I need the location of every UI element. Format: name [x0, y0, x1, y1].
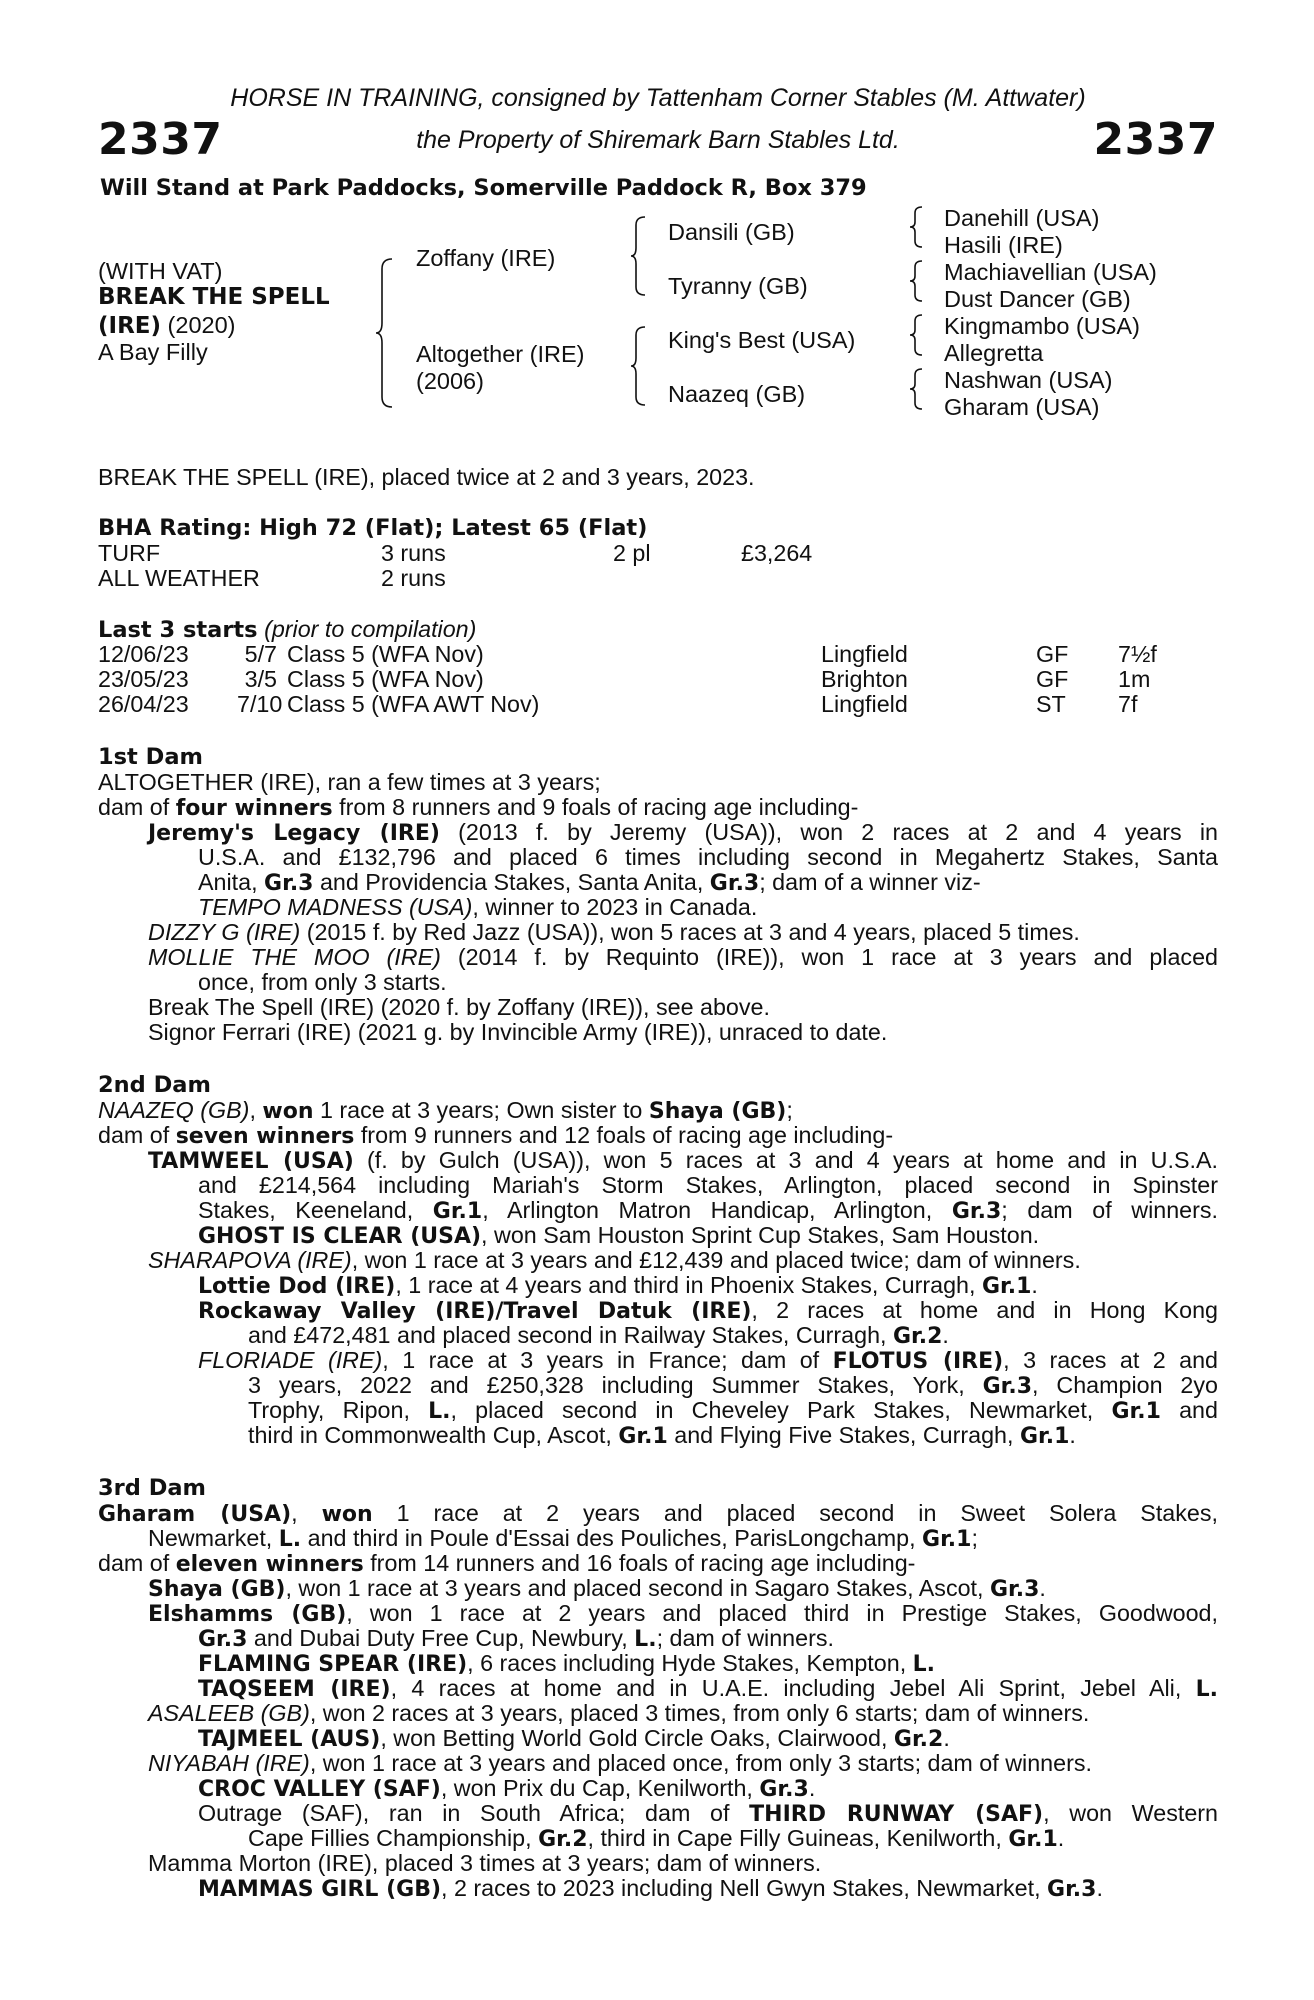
text-run: ,: [249, 1097, 263, 1123]
rating-placed: 2 pl: [613, 540, 651, 566]
rating-runs: 2 runs: [381, 565, 446, 591]
dam-year: (2006): [416, 368, 484, 394]
text-run: 1 race at 2 years and placed second in Sweet Solera Stakes,: [372, 1500, 1218, 1526]
horse-year: (2020): [167, 312, 236, 338]
text-run: (2014 f. by Requinto (IRE)), won 1 race at 3 years and placed: [440, 944, 1218, 970]
text-run: (2015 f. by Red Jazz (USA)), won 5 races at 3 and 4 years, placed 5 times.: [300, 919, 1080, 945]
text-run: , 6 races including Hyde Stakes, Kempton,: [467, 1650, 913, 1676]
start-going: GF: [1036, 641, 1069, 667]
produce-entry-line: [198, 1348, 1218, 1375]
text-run: .: [943, 1725, 950, 1751]
horse-name-bold: Jeremy's Legacy (IRE): [148, 821, 440, 846]
won-bold: won: [262, 1099, 314, 1124]
produce-entry-line: Signor Ferrari (IRE) (2021 g. by Invincible Army (IRE)), unraced to date.: [148, 1019, 888, 1045]
winners-count: eleven winners: [175, 1552, 364, 1577]
great-grandparent: Gharam (USA): [944, 394, 1100, 420]
horse-name-bold: Shaya (GB): [148, 1577, 286, 1602]
brace-gg4: [910, 367, 924, 411]
grade-label: Gr.1: [618, 1424, 668, 1449]
produce-entry-line: [198, 1776, 815, 1802]
last-starts-heading: [98, 617, 476, 643]
text-run: (2013 f. by Jeremy (USA)), won 2 races at 2 and 4 years in: [439, 819, 1218, 845]
grade-label: Gr.3: [264, 871, 314, 896]
dam-sire: King's Best (USA): [668, 327, 856, 353]
bha-rating-title: BHA Rating: High 72 (Flat); Latest 65 (Flat): [98, 515, 648, 541]
grade-label: Gr.3: [198, 1627, 248, 1652]
text-run: dam of: [98, 794, 176, 820]
produce-entry-line: [148, 945, 1218, 971]
text-run: , won Western: [1043, 1800, 1218, 1826]
text-run: third in Commonwealth Cup, Ascot,: [248, 1422, 619, 1448]
produce-entry-line: [248, 1826, 1064, 1852]
vat-note: (WITH VAT): [98, 258, 223, 284]
start-distance: 7f: [1118, 691, 1138, 717]
horse-name-bold: GHOST IS CLEAR (USA): [198, 1224, 482, 1249]
start-date: 26/04/23: [98, 691, 189, 717]
horse-description: A Bay Filly: [98, 339, 208, 365]
text-run: .: [1057, 1825, 1065, 1851]
text-run: , 2 races to 2023 including Nell Gwyn Stakes, Newmarket,: [441, 1875, 1048, 1901]
produce-entry-line: [198, 1876, 1103, 1902]
dam-dam: Naazeq (GB): [668, 381, 806, 407]
rating-earnings: £3,264: [741, 540, 813, 566]
grade-label: Gr.3: [1047, 1877, 1097, 1902]
text-run: from 8 runners and 9 foals of racing age including-: [332, 794, 859, 820]
horse-name: BREAK THE SPELL: [98, 284, 330, 310]
grade-label: Gr.1: [1019, 1424, 1070, 1449]
last-starts-title: Last 3 starts: [98, 617, 258, 643]
horse-name-italic: MOLLIE THE MOO (IRE): [148, 944, 441, 970]
last-starts-note: (prior to compilation): [264, 616, 477, 642]
lot-number-right: 2337: [1093, 114, 1218, 165]
produce-entry-line: [248, 1323, 949, 1349]
text-run: , won 1 race at 3 years and placed once, from only 3 starts; dam of winners.: [309, 1750, 1092, 1776]
horse-name-bold: CROC VALLEY (SAF): [198, 1777, 441, 1802]
grade-label: Gr.1: [1008, 1827, 1058, 1852]
produce-entry-line: [248, 1373, 1218, 1400]
winners-count: seven winners: [175, 1124, 355, 1149]
produce-entry-line: [148, 1701, 1089, 1726]
rating-surface: TURF: [98, 540, 161, 566]
text-run: and Dubai Duty Free Cup, Newbury,: [247, 1625, 635, 1651]
produce-entry-line: [148, 1148, 1218, 1175]
third-dam-line: [148, 1526, 978, 1552]
start-distance: 1m: [1118, 666, 1151, 692]
produce-entry-line: [198, 1651, 935, 1677]
grade-label: Gr.1: [922, 1527, 972, 1552]
text-run: and Providencia Stakes, Santa Anita,: [313, 869, 710, 895]
horse-name-italic: FLORIADE (IRE): [198, 1347, 383, 1373]
grade-label: Gr.1: [432, 1199, 483, 1224]
great-grandparent: Kingmambo (USA): [944, 313, 1140, 339]
great-grandparent: Nashwan (USA): [944, 367, 1113, 393]
grade-label: Gr.2: [538, 1827, 588, 1852]
start-position: 7/10: [237, 691, 283, 717]
won-bold: won: [321, 1502, 373, 1527]
text-run: , won 1 race at 2 years and placed third in Prestige Stakes, Goodwood,: [346, 1600, 1218, 1626]
text-run: and £472,481 and placed second in Railway Stakes, Curragh,: [248, 1322, 893, 1348]
winners-count: four winners: [175, 796, 333, 821]
produce-entry-line: [248, 1398, 1218, 1425]
brace-sire: [631, 215, 647, 297]
text-run: and third in Poule d'Essai des Pouliches, ParisLongchamp,: [301, 1525, 923, 1551]
start-position: 3/5: [244, 666, 277, 692]
produce-entry-line: [148, 820, 1218, 847]
horse-name-bold: FLAMING SPEAR (IRE): [198, 1652, 468, 1677]
produce-entry-line: [148, 1576, 1046, 1602]
text-run: .: [1039, 1575, 1046, 1601]
third-dam-line: [98, 1501, 1218, 1528]
horse-name-italic: DIZZY G (IRE): [148, 919, 301, 945]
brace-gg3: [910, 313, 924, 357]
produce-entry-line: [198, 1801, 1218, 1828]
produce-entry-line: [198, 1198, 1218, 1225]
listed-label: L.: [428, 1399, 451, 1424]
dam: Altogether (IRE): [416, 341, 585, 367]
text-run: ; dam of winners.: [1001, 1197, 1219, 1223]
listed-label: L.: [912, 1652, 936, 1677]
text-run: , 1 race at 3 years in France; dam of: [382, 1347, 833, 1373]
start-going: ST: [1036, 691, 1066, 717]
start-race: Class 5 (WFA Nov): [287, 666, 484, 692]
grade-label: Gr.3: [989, 1577, 1040, 1602]
text-run: 3 years, 2022 and £250,328 including Summer Stakes, York,: [248, 1372, 983, 1398]
grade-label: Gr.3: [709, 871, 760, 896]
text-run: (f. by Gulch (USA)), won 5 races at 3 and 4 years at home and in U.S.A.: [353, 1147, 1218, 1173]
listed-label: L.: [1195, 1677, 1218, 1702]
sire-sire: Dansili (GB): [668, 219, 795, 245]
text-run: .: [1069, 1422, 1076, 1448]
produce-entry-line: [148, 1601, 1218, 1628]
produce-entry-line: [148, 1751, 1092, 1776]
horse-name-bold: Rockaway Valley (IRE)/Travel Datuk (IRE): [198, 1299, 752, 1324]
produce-entry-line: [198, 1223, 1039, 1249]
listed-label: L.: [278, 1527, 302, 1552]
grade-label: Gr.3: [951, 1199, 1002, 1224]
grade-label: Gr.3: [982, 1374, 1033, 1399]
text-run: , won Betting World Gold Circle Oaks, Clairwood,: [380, 1725, 894, 1751]
produce-entry-line: [198, 870, 981, 896]
start-distance: 7½f: [1118, 641, 1157, 667]
text-run: ; dam of a winner viz-: [759, 869, 981, 895]
great-grandparent: Dust Dancer (GB): [944, 286, 1131, 312]
text-run: ;: [786, 1097, 793, 1123]
text-run: Cape Fillies Championship,: [248, 1825, 539, 1851]
catalogue-page: [98, 0, 1218, 2000]
text-run: .: [808, 1775, 816, 1801]
great-grandparent: Hasili (IRE): [944, 232, 1063, 258]
text-run: .: [1096, 1875, 1103, 1901]
first-dam-heading: 1st Dam: [98, 744, 203, 770]
sire: Zoffany (IRE): [416, 245, 556, 271]
horse-name-bold: Gharam (USA): [98, 1502, 292, 1527]
rating-runs: 3 runs: [381, 540, 446, 566]
produce-entry-line: [198, 1676, 1218, 1703]
text-run: , 2 races at home and in Hong Kong: [751, 1297, 1218, 1323]
start-race: Class 5 (WFA Nov): [287, 641, 484, 667]
produce-entry-line: [198, 1626, 834, 1652]
great-grandparent: Danehill (USA): [944, 205, 1100, 231]
horse-suffix: (IRE): [98, 313, 162, 339]
horse-name-bold: TAMWEEL (USA): [148, 1149, 354, 1174]
start-date: 12/06/23: [98, 641, 189, 667]
start-race: Class 5 (WFA AWT Nov): [287, 691, 540, 717]
produce-entry-line: [248, 1423, 1076, 1449]
horse-name-bold: THIRD RUNWAY (SAF): [749, 1802, 1044, 1827]
horse-name-italic: NAAZEQ (GB): [98, 1097, 250, 1123]
horse-name-italic: NIYABAH (IRE): [148, 1750, 310, 1776]
start-course: Lingfield: [821, 641, 908, 667]
great-grandparent: Allegretta: [944, 340, 1044, 366]
start-going: GF: [1036, 666, 1069, 692]
text-run: from 9 runners and 12 foals of racing age including-: [354, 1122, 894, 1148]
text-run: , won 1 race at 3 years and £12,439 and placed twice; dam of winners.: [351, 1247, 1081, 1273]
text-run: Anita,: [198, 869, 265, 895]
text-run: , won Prix du Cap, Kenilworth,: [440, 1775, 760, 1801]
horse-name-italic: ASALEEB (GB): [148, 1700, 310, 1726]
text-run: , placed second in Cheveley Park Stakes, Newmarket,: [450, 1397, 1112, 1423]
third-dam-produce-line: [98, 1551, 915, 1577]
text-run: Stakes, Keeneland,: [198, 1197, 433, 1223]
great-grandparent: Machiavellian (USA): [944, 259, 1157, 285]
produce-entry-line: and £214,564 including Mariah's Storm Stakes, Arlington, placed second in Spinster: [198, 1172, 1218, 1198]
text-run: , third in Cape Filly Guineas, Kenilworth,: [587, 1825, 1009, 1851]
brace-dam: [631, 325, 647, 407]
grade-label: Gr.1: [1111, 1399, 1161, 1424]
text-run: , Arlington Matron Handicap, Arlington,: [482, 1197, 952, 1223]
text-run: 1 race at 3 years; Own sister to: [313, 1097, 649, 1123]
produce-entry-line: [198, 1298, 1218, 1325]
text-run: .: [942, 1322, 949, 1348]
produce-entry-line: U.S.A. and £132,796 and placed 6 times including second in Megahertz Stakes, Santa: [198, 844, 1218, 870]
produce-entry-line: [198, 1273, 1038, 1299]
start-course: Lingfield: [821, 691, 908, 717]
listed-label: L.: [634, 1627, 657, 1652]
first-dam-produce-line: [98, 795, 858, 821]
start-position: 5/7: [244, 641, 277, 667]
text-run: Newmarket,: [148, 1525, 279, 1551]
text-run: , 3 races at 2 and: [1003, 1347, 1218, 1373]
second-dam-line: [98, 1098, 793, 1124]
brace-gg1: [910, 205, 924, 249]
text-run: Trophy, Ripon,: [248, 1397, 429, 1423]
text-run: , 1 race at 4 years and third in Phoenix Stakes, Curragh,: [395, 1272, 982, 1298]
text-run: .: [1031, 1272, 1038, 1298]
text-run: Outrage (SAF), ran in South Africa; dam of: [198, 1800, 750, 1826]
grade-label: Gr.2: [893, 1727, 944, 1752]
horse-name-bold: Elshamms (GB): [148, 1602, 347, 1627]
text-run: and Flying Five Stakes, Curragh,: [667, 1422, 1020, 1448]
text-run: , won 1 race at 3 years and placed second in Sagaro Stakes, Ascot,: [285, 1575, 990, 1601]
produce-entry-line: [198, 895, 757, 920]
race-summary: BREAK THE SPELL (IRE), placed twice at 2 and 3 years, 2023.: [98, 464, 755, 490]
text-run: from 14 runners and 16 foals of racing age including-: [363, 1550, 916, 1576]
text-run: and: [1160, 1397, 1218, 1423]
horse-name-bold: TAQSEEM (IRE): [198, 1677, 391, 1702]
consignor-line: HORSE IN TRAINING, consigned by Tattenham Corner Stables (M. Attwater): [230, 84, 1086, 112]
rating-surface: ALL WEATHER: [98, 565, 260, 591]
produce-entry-line: [198, 1726, 950, 1752]
start-course: Brighton: [821, 666, 908, 692]
brace-gg2: [910, 259, 924, 303]
horse-name-bold: Lottie Dod (IRE): [198, 1274, 396, 1299]
horse-name-italic: SHARAPOVA (IRE): [148, 1247, 352, 1273]
owner-line: the Property of Shiremark Barn Stables Ltd.: [416, 126, 900, 154]
text-run: ;: [971, 1525, 978, 1551]
third-dam-heading: 3rd Dam: [98, 1475, 206, 1501]
text-run: , 4 races at home and in U.A.E. including Jebel Ali Sprint, Jebel Ali,: [390, 1675, 1196, 1701]
lot-number-left: 2337: [98, 114, 223, 165]
second-dam-heading: 2nd Dam: [98, 1072, 211, 1098]
text-run: ,: [291, 1500, 322, 1526]
horse-name-bold: Shaya (GB): [648, 1099, 787, 1124]
second-dam-produce-line: [98, 1123, 893, 1149]
horse-name-italic: TEMPO MADNESS (USA): [198, 894, 473, 920]
text-run: , Champion 2yo: [1032, 1372, 1218, 1398]
text-run: dam of: [98, 1550, 176, 1576]
grade-label: Gr.3: [759, 1777, 809, 1802]
produce-entry-line: [148, 920, 1080, 945]
first-dam-line: ALTOGETHER (IRE), ran a few times at 3 years;: [98, 769, 601, 795]
start-date: 23/05/23: [98, 666, 189, 692]
text-run: , won 2 races at 3 years, placed 3 times, from only 6 starts; dam of winners.: [309, 1700, 1090, 1726]
horse-name-bold: FLOTUS (IRE): [832, 1349, 1004, 1374]
brace-horse: [376, 257, 394, 409]
produce-entry-line: Break The Spell (IRE) (2020 f. by Zoffany (IRE)), see above.: [148, 994, 770, 1020]
horse-name-bold: TAJMEEL (AUS): [198, 1727, 381, 1752]
sire-dam: Tyranny (GB): [668, 273, 808, 299]
text-run: , winner to 2023 in Canada.: [472, 894, 758, 920]
text-run: ; dam of winners.: [656, 1625, 834, 1651]
stable-location: Will Stand at Park Paddocks, Somerville Paddock R, Box 379: [100, 175, 867, 201]
produce-entry-line: [148, 1248, 1081, 1273]
produce-entry-line: Mamma Morton (IRE), placed 3 times at 3 years; dam of winners.: [148, 1850, 822, 1876]
horse-name-suffix-line: [98, 312, 235, 340]
grade-label: Gr.1: [981, 1274, 1032, 1299]
horse-name-bold: MAMMAS GIRL (GB): [198, 1877, 442, 1902]
text-run: dam of: [98, 1122, 176, 1148]
text-run: , won Sam Houston Sprint Cup Stakes, Sam Houston.: [481, 1222, 1040, 1248]
grade-label: Gr.2: [892, 1324, 943, 1349]
produce-entry-line: once, from only 3 starts.: [198, 969, 447, 995]
